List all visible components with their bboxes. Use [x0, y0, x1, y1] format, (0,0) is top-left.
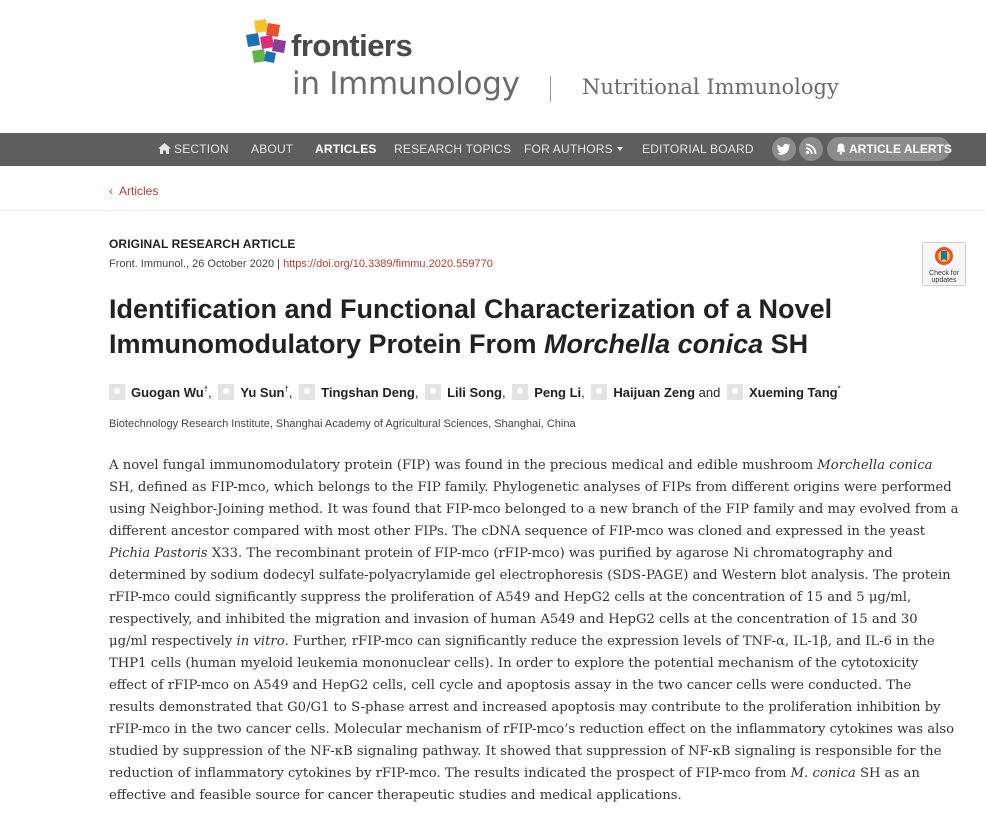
- citation-separator: |: [277, 258, 281, 270]
- author-sep: ,: [501, 385, 506, 400]
- doi-link[interactable]: https://doi.org/10.3389/fimmu.2020.559770: [283, 258, 493, 270]
- author-item[interactable]: [109, 384, 212, 400]
- article-title: [109, 292, 939, 362]
- author-avatar: [591, 384, 607, 400]
- author-sep: ,: [288, 385, 293, 400]
- abstract-seg: X33. The recombinant protein of FIP-mco (rFIP-mco) was purified by agarose Ni chromatography and determined by sodium dodecyl sulfate-polyacrylamide gel electrophoresis (SDS-PAGE) and Western blot analysis. The protein rFIP-mco could significantly suppress the proliferation of A549 and HepG2 cells at the concentration of 15 and 5 μg/ml, respectively, and inhibited the migration and invasion of human A549 and HepG2 cells at the concentration of 15 and 30 μg/ml respectively: [109, 546, 951, 649]
- nav-research-topics[interactable]: RESEARCH TOPICS: [394, 142, 512, 156]
- citation-line: [109, 258, 493, 270]
- twitter-icon: [772, 137, 796, 161]
- home-icon: [158, 143, 171, 154]
- check-updates-icon: [933, 246, 955, 270]
- author-avatar: [109, 384, 125, 400]
- abstract-italic: M. conica: [790, 766, 856, 781]
- author-sep: ,: [208, 385, 212, 400]
- author-avatar: [727, 384, 743, 400]
- author-name: Peng Li: [534, 385, 582, 400]
- author-item[interactable]: [591, 384, 720, 400]
- nav-articles[interactable]: ARTICLES: [315, 142, 377, 156]
- breadcrumb[interactable]: [109, 184, 158, 198]
- header-divider: [550, 76, 551, 102]
- abstract-italic: in vitro: [236, 634, 285, 649]
- journal-name[interactable]: in Immunology: [292, 66, 520, 102]
- author-name: Guogan Wu: [131, 385, 204, 400]
- breadcrumb-divider: [0, 210, 986, 211]
- frontiers-logo-icon[interactable]: [246, 19, 286, 65]
- author-item[interactable]: [512, 384, 585, 400]
- check-for-updates-badge[interactable]: [922, 242, 966, 286]
- author-item[interactable]: [727, 384, 841, 400]
- site-header: [0, 0, 986, 133]
- author-avatar: [512, 384, 528, 400]
- abstract-italic: Morchella conica: [817, 458, 933, 473]
- nav-editorial-board[interactable]: EDITORIAL BOARD: [642, 142, 754, 156]
- twitter-button[interactable]: [772, 137, 796, 161]
- title-species: Morchella conica: [544, 329, 764, 359]
- abstract-seg: SH, defined as FIP-mco, which belongs to the FIP family. Phylogenetic analyses of FIPs from different origins were performed using Neighbor-Joining method. It was found that FIP-mco belonged to a new branch of the FIP family and may evolved from a different ancestor compared with most other FIPs. The cDNA sequence of FIP-mco was cloned and expressed in the yeast: [109, 480, 959, 539]
- article-alerts-button[interactable]: [827, 137, 950, 161]
- rss-icon: [799, 137, 823, 161]
- breadcrumb-label: Articles: [119, 184, 159, 198]
- author-name: Haijuan Zeng: [613, 385, 696, 400]
- author-list: [109, 384, 844, 400]
- author-avatar: [218, 384, 234, 400]
- author-item[interactable]: [425, 384, 506, 400]
- article-type: ORIGINAL RESEARCH ARTICLE: [109, 237, 296, 251]
- author-sep: and: [695, 385, 721, 400]
- author-avatar: [425, 384, 441, 400]
- abstract-italic: Pichia Pastoris: [109, 546, 208, 561]
- author-mark: †: [284, 384, 289, 394]
- section-name[interactable]: Nutritional Immunology: [582, 75, 839, 99]
- nav-for-authors[interactable]: [524, 133, 623, 166]
- author-item[interactable]: [218, 384, 292, 400]
- author-name: Yu Sun: [240, 385, 285, 400]
- author-name: Xueming Tang: [748, 385, 838, 400]
- author-name: Tingshan Deng: [321, 385, 415, 400]
- nav-for-authors-label: FOR AUTHORS: [524, 142, 613, 156]
- affiliation: Biotechnology Research Institute, Shanghai Academy of Agricultural Sciences, Shanghai, China: [109, 418, 576, 430]
- abstract-seg: SH as an effective and feasible source for cancer therapeutic studies and medical applications.: [109, 766, 920, 803]
- abstract-text: [109, 455, 959, 807]
- brand-wordmark[interactable]: frontiers: [291, 28, 413, 63]
- article-alerts-label: ARTICLE ALERTS: [849, 142, 952, 156]
- chevron-left-icon: ‹: [109, 184, 113, 198]
- rss-button[interactable]: [799, 137, 823, 161]
- nav-about[interactable]: ABOUT: [251, 142, 294, 156]
- abstract-seg: A novel fungal immunomodulatory protein (FIP) was found in the precious medical and edible mushroom: [109, 458, 818, 473]
- chevron-down-icon: [617, 147, 623, 151]
- title-main: Identification and Functional Characterization of a Novel Immunomodulatory Protein From: [109, 294, 833, 359]
- nav-section-label: SECTION: [174, 142, 229, 156]
- citation-text: Front. Immunol., 26 October 2020: [109, 258, 275, 270]
- check-updates-label: Check for updates: [929, 270, 959, 284]
- author-mark: *: [837, 384, 841, 394]
- title-strain: SH: [770, 329, 809, 359]
- author-sep: ,: [581, 385, 585, 400]
- bell-icon: [836, 143, 846, 155]
- author-avatar: [299, 384, 315, 400]
- abstract-seg: . Further, rFIP-mco can significantly reduce the expression levels of TNF-α, IL-1β, and IL-6 in the THP1 cells (human myeloid leukemia mononuclear cells). In order to explore the potential mechanism of the cytotoxicity effect of rFIP-mco on A549 and HepG2 cells, cell cycle and apoptosis assay in the two cancer cells were conducted. The results demonstrated that G0/G1 to S-phase arrest and increased apoptosis may contribute to the proliferation inhibition by rFIP-mco in the two cancer cells. Molecular mechanism of rFIP-mco’s reduction effect on the inflammatory cytokines was also studied by suppression of the NF-κB signaling pathway. It showed that suppression of NF-κB signaling is responsible for the reduction of inflammatory cytokines by rFIP-mco. The results indicated the prospect of FIP-mco from: [109, 634, 955, 781]
- author-mark: †: [203, 384, 209, 394]
- author-item[interactable]: [299, 384, 418, 400]
- author-name: Lili Song: [447, 385, 502, 400]
- author-sep: ,: [414, 385, 419, 400]
- nav-section[interactable]: [158, 133, 229, 166]
